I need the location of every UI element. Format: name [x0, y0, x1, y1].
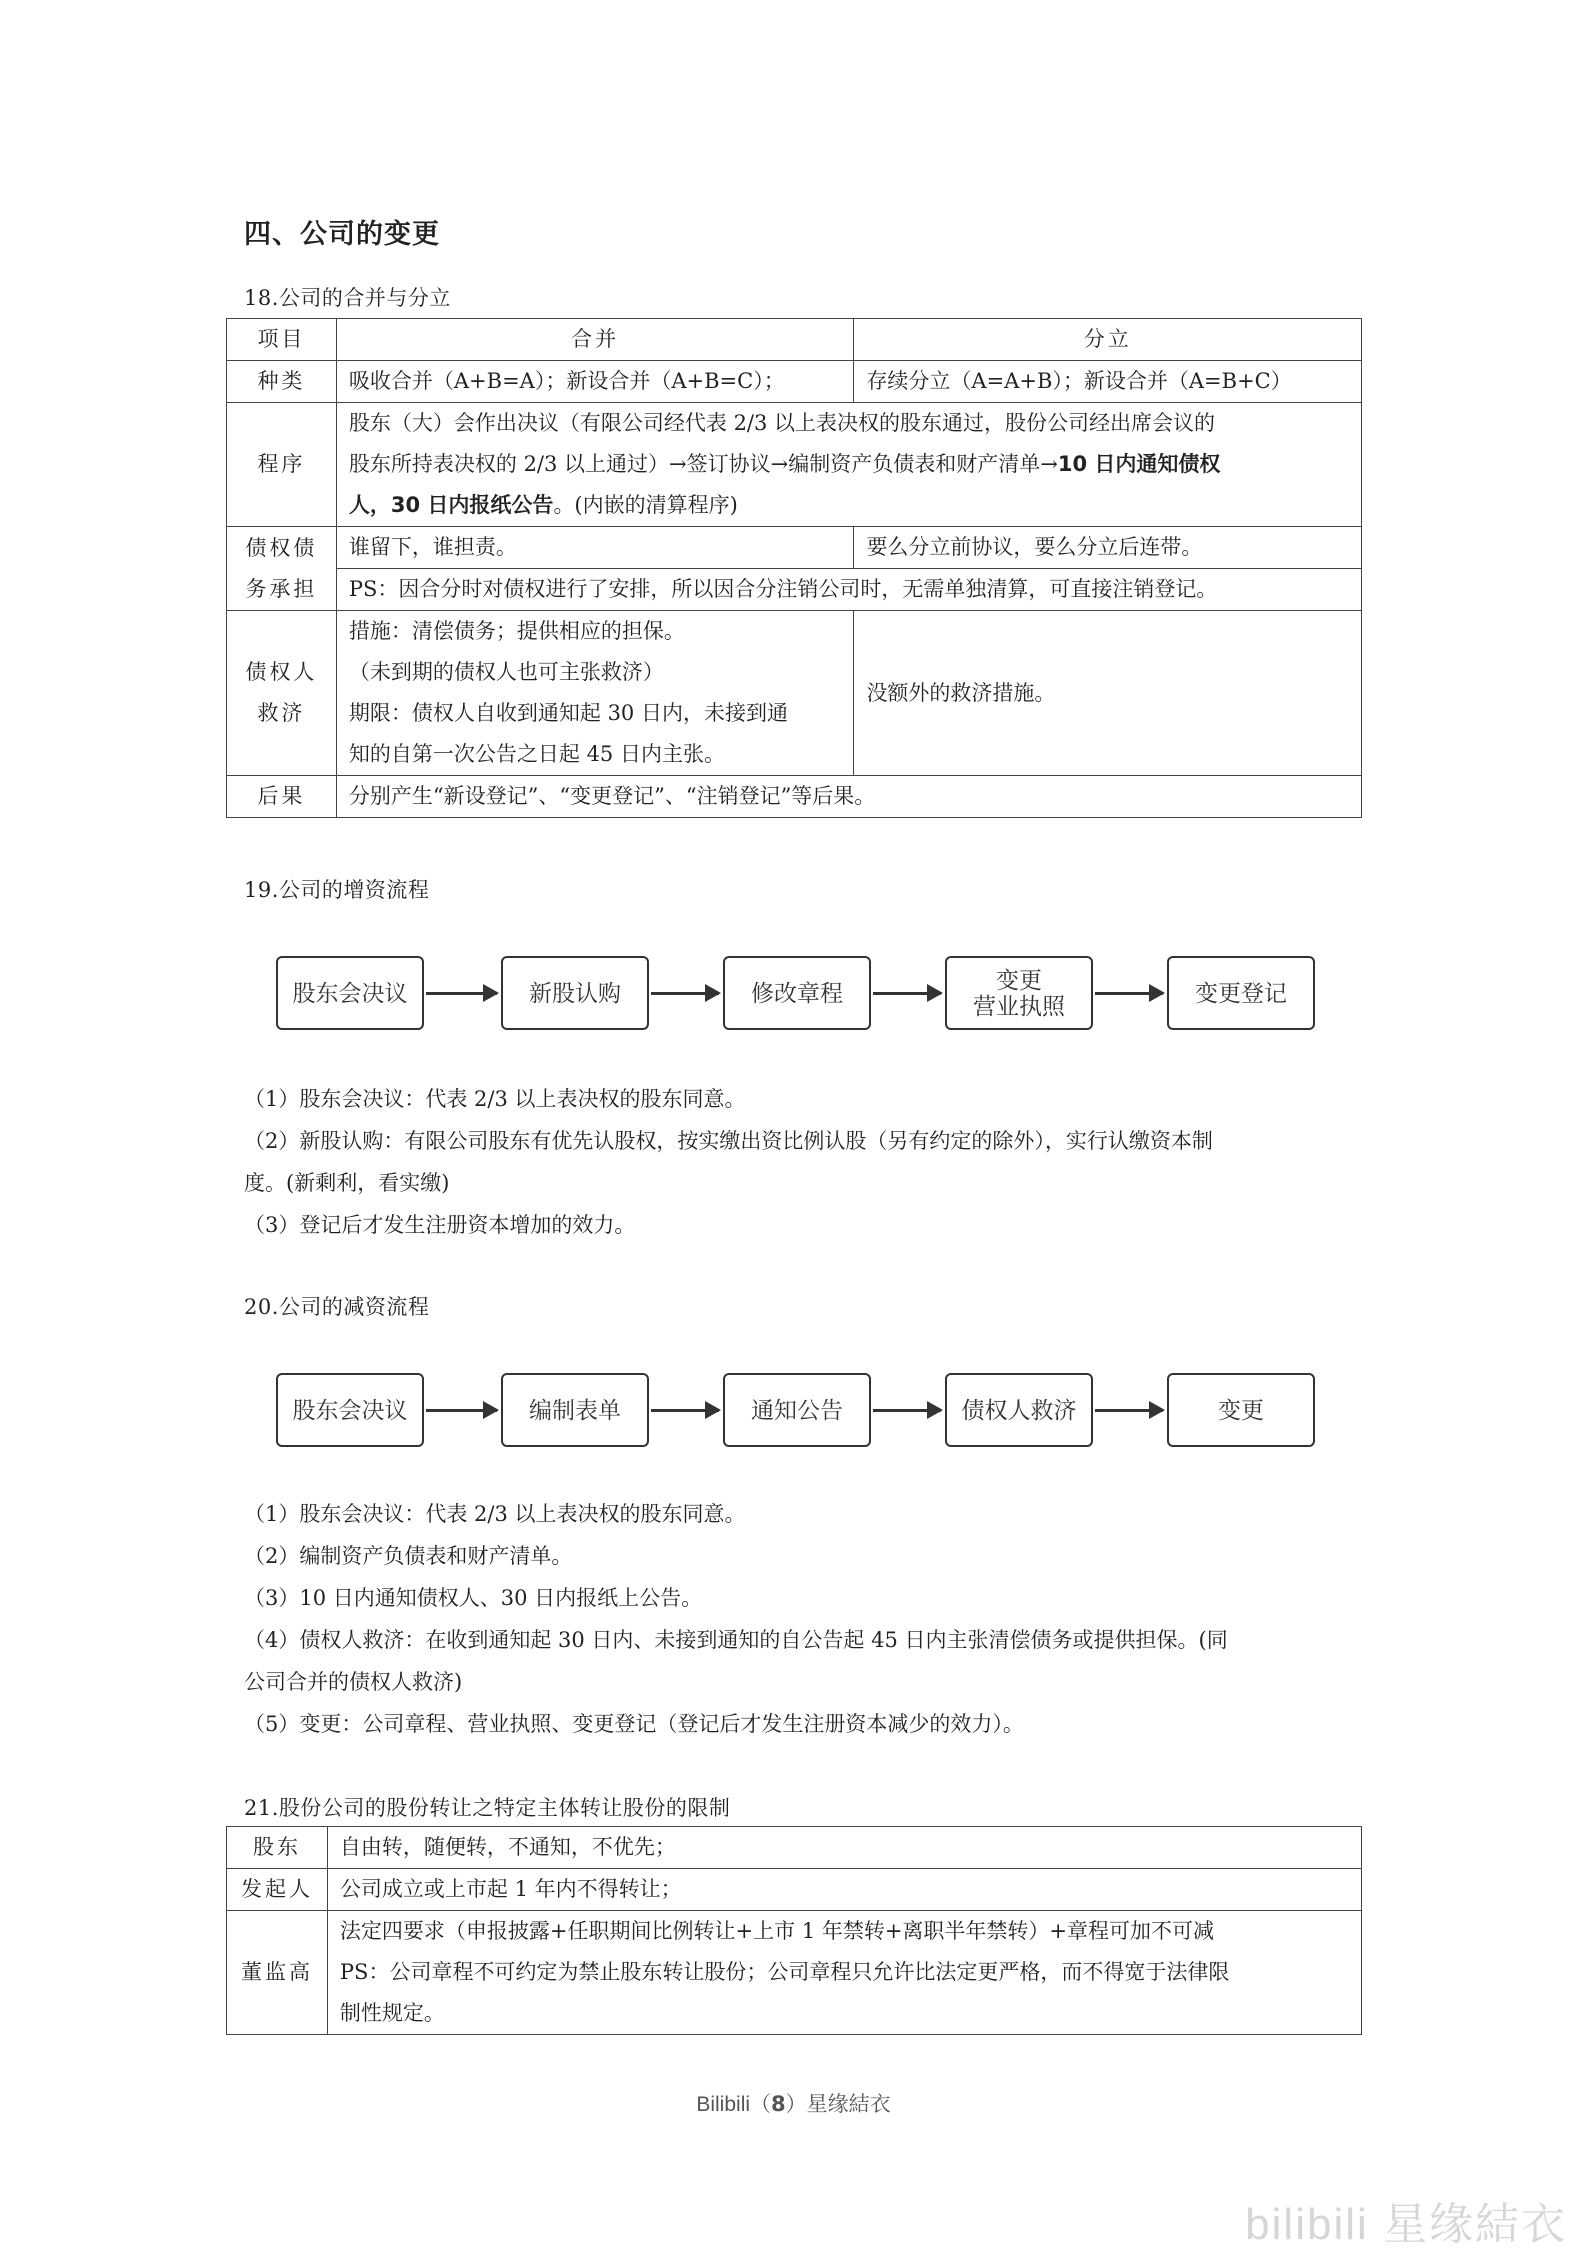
- capital-increase-notes: [244, 1078, 1344, 1246]
- page-footer: [0, 2088, 1587, 2118]
- cell-debt-split: 要么分立前协议，要么分立后连带。: [854, 527, 1362, 569]
- flow-step: [945, 956, 1093, 1030]
- flow-step-label: 变更: [996, 967, 1042, 993]
- row-label: [227, 527, 337, 611]
- table-header-row: [227, 319, 1362, 361]
- header-item: 项目: [227, 319, 337, 361]
- procedure-line: [349, 444, 1349, 485]
- flow-step-label: 修改章程: [751, 980, 843, 1006]
- header-merge: 合并: [336, 319, 854, 361]
- note-line: （1）股东会决议：代表 2/3 以上表决权的股东同意。: [244, 1502, 746, 1526]
- section-19-title: 19.公司的增资流程: [244, 878, 430, 902]
- row-remedy: [227, 611, 1362, 776]
- executives-line: 制性规定。: [339, 2001, 445, 2025]
- capital-reduction-notes: [244, 1493, 1344, 1745]
- row-label: 董监高: [227, 1911, 328, 2035]
- row-label-line: 债权债: [245, 535, 318, 560]
- executives-line: PS：公司章程不可约定为禁止股东转让股份；公司章程只允许比法定更严格，而不得宽于法律限: [339, 1960, 1230, 1984]
- procedure-emphasis: 人，30 日内报纸公告: [348, 493, 554, 517]
- flow-step-label: 营业执照: [973, 993, 1065, 1019]
- row-label: 程序: [227, 403, 337, 527]
- flow-step-label: 变更登记: [1195, 980, 1287, 1006]
- cell-result: 分别产生“新设登记”、“变更登记”、“注销登记”等后果。: [336, 776, 1361, 818]
- remedy-line: 措施：清偿债务；提供相应的担保。: [348, 619, 685, 643]
- cell-split-type: 存续分立（A=A+B）；新设合并（A=B+C）: [854, 361, 1362, 403]
- flow-step: [1167, 1373, 1315, 1447]
- remedy-line: 期限：债权人自收到通知起 30 日内，未接到通: [348, 701, 788, 725]
- cell-procedure: [336, 403, 1361, 527]
- row-debt: [227, 527, 1362, 569]
- section-18-title: 18.公司的合并与分立: [244, 286, 451, 310]
- flow-arrow: [873, 992, 941, 995]
- note-line: （5）变更：公司章程、营业执照、变更登记（登记后才发生注册资本减少的效力）。: [244, 1712, 1024, 1736]
- cell-merge-type: 吸收合并（A+B=A）；新设合并（A+B=C）；: [336, 361, 854, 403]
- flow-arrow: [1095, 992, 1163, 995]
- section-heading: 四、公司的变更: [244, 219, 440, 250]
- flow-arrow: [651, 1409, 719, 1412]
- note-line: （1）股东会决议：代表 2/3 以上表决权的股东同意。: [244, 1087, 746, 1111]
- flow-step: [723, 956, 871, 1030]
- row-type: [227, 361, 1362, 403]
- flow-step-label: 股东会决议: [292, 1397, 408, 1423]
- row-label-line: 债权人: [245, 660, 318, 684]
- remedy-line: （未到期的债权人也可主张救济）: [348, 660, 664, 684]
- share-transfer-table: [226, 1826, 1362, 2035]
- flow-step: [501, 1373, 649, 1447]
- note-line: （2）新股认购：有限公司股东有优先认股权，按实缴出资比例认股（另有约定的除外），实行认缴资本制: [244, 1129, 1213, 1153]
- flow-arrow: [873, 1409, 941, 1412]
- flow-step: [501, 956, 649, 1030]
- cell-promoter: 公司成立或上市起 1 年内不得转让；: [327, 1869, 1361, 1911]
- procedure-line: [349, 485, 1349, 526]
- flow-step: [276, 1373, 424, 1447]
- flow-step: [1167, 956, 1315, 1030]
- procedure-emphasis: 10 日内通知债权: [1057, 452, 1221, 476]
- row-promoter: [227, 1869, 1362, 1911]
- flow-step: [276, 956, 424, 1030]
- executives-line: 法定四要求（申报披露+任职期间比例转让+上市 1 年禁转+离职半年禁转）+章程可加不可减: [339, 1919, 1215, 1943]
- page-number: 8: [771, 2092, 786, 2116]
- flow-step-label: 变更: [1218, 1397, 1264, 1423]
- note-line: 公司合并的债权人救济): [244, 1670, 463, 1694]
- flow-arrow: [1095, 1409, 1163, 1412]
- row-label-line: 务承担: [245, 576, 318, 601]
- cell-remedy-merge: [336, 611, 854, 776]
- flow-step-label: 编制表单: [529, 1397, 621, 1423]
- row-label: 发起人: [227, 1869, 328, 1911]
- row-shareholder: [227, 1827, 1362, 1869]
- procedure-line: 股东（大）会作出决议（有限公司经代表 2/3 以上表决权的股东通过，股份公司经出席会议的: [348, 411, 1216, 435]
- capital-increase-flowchart: [0, 940, 1587, 1050]
- remedy-line: 知的自第一次公告之日起 45 日内主张。: [348, 742, 725, 766]
- row-label: 后果: [227, 776, 337, 818]
- flow-step-label: 债权人救济: [961, 1397, 1077, 1423]
- row-label: [227, 611, 337, 776]
- note-line: （3）登记后才发生注册资本增加的效力。: [244, 1213, 636, 1237]
- cell-debt-merge: 谁留下，谁担责。: [336, 527, 854, 569]
- flow-step: [945, 1373, 1093, 1447]
- note-line: 度。(新剩利，看实缴): [244, 1171, 450, 1195]
- capital-reduction-flowchart: [0, 1357, 1587, 1467]
- note-line: （2）编制资产负债表和财产清单。: [244, 1544, 573, 1568]
- flow-step-label: 新股认购: [529, 980, 621, 1006]
- note-line: （4）债权人救济：在收到通知起 30 日内、未接到通知的自公告起 45 日内主张清偿债务或提供担保。(同: [244, 1628, 1228, 1652]
- header-split: 分立: [854, 319, 1362, 361]
- row-executives: [227, 1911, 1362, 2035]
- section-20-title: 20.公司的减资流程: [244, 1295, 430, 1319]
- procedure-text: 。(内嵌的清算程序): [553, 493, 738, 517]
- flow-step-label: 通知公告: [751, 1397, 843, 1423]
- flow-arrow: [426, 992, 497, 995]
- procedure-text: 股东所持表决权的 2/3 以上通过）→签订协议→编制资产负债表和财产清单→: [348, 452, 1058, 476]
- flow-arrow: [426, 1409, 497, 1412]
- watermark: bilibili 星缘結衣: [1245, 2200, 1567, 2249]
- note-line: （3）10 日内通知债权人、30 日内报纸上公告。: [244, 1586, 703, 1610]
- cell-debt-ps: PS：因合分时对债权进行了安排，所以因合分注销公司时，无需单独清算，可直接注销登记。: [336, 569, 1361, 611]
- cell-executives: [327, 1911, 1361, 2035]
- footer-suffix: ）星缘結衣: [785, 2093, 891, 2116]
- flow-step: [723, 1373, 871, 1447]
- section-21-title: 21.股份公司的股份转让之特定主体转让股份的限制: [244, 1796, 731, 1820]
- row-procedure: [227, 403, 1362, 527]
- flow-arrow: [651, 992, 719, 995]
- flow-step-label: 股东会决议: [292, 980, 408, 1006]
- cell-remedy-split: 没额外的救济措施。: [854, 611, 1362, 776]
- footer-prefix: Bilibili（: [696, 2093, 772, 2116]
- row-label-line: 救济: [257, 701, 306, 725]
- row-label: 股东: [227, 1827, 328, 1869]
- row-label: 种类: [227, 361, 337, 403]
- cell-shareholder: 自由转，随便转，不通知，不优先；: [327, 1827, 1361, 1869]
- merge-split-table: [226, 318, 1362, 818]
- row-result: [227, 776, 1362, 818]
- row-debt-ps: [227, 569, 1362, 611]
